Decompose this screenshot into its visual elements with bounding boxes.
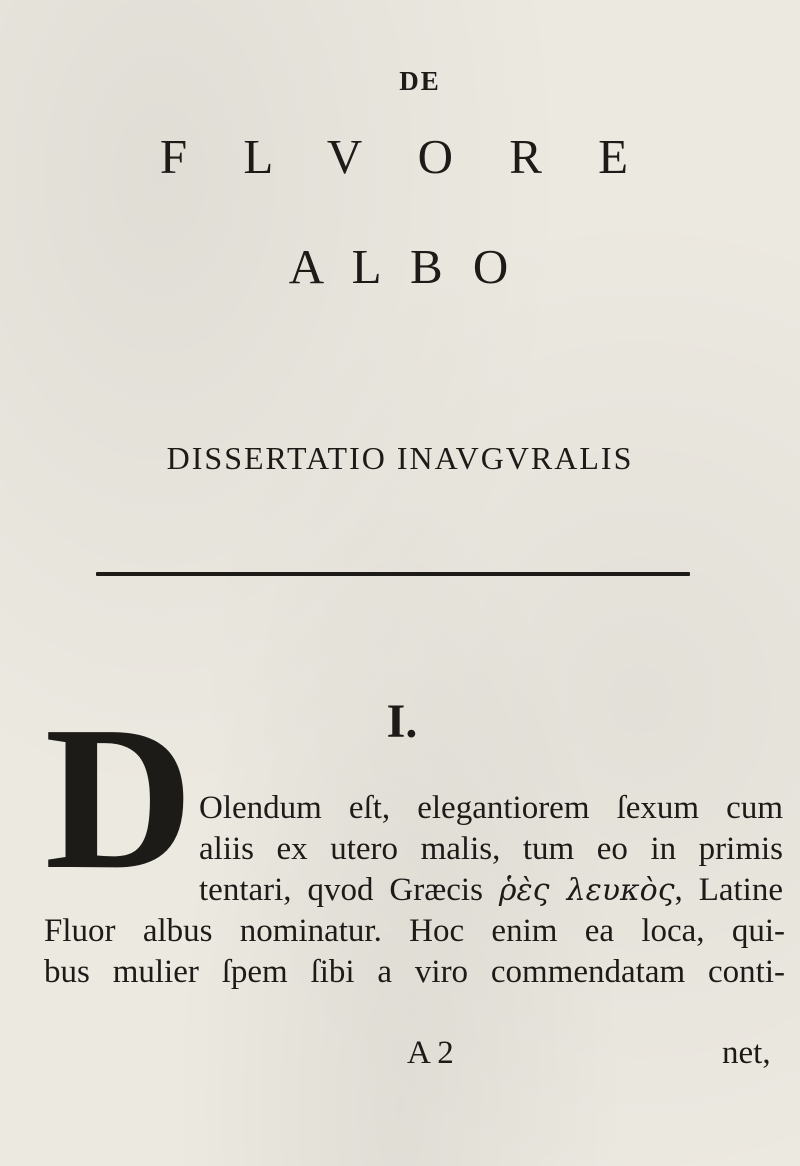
page-subtitle: A L B O [288, 239, 518, 294]
body-line-1: Olendum eſt, elegantiorem ſexum cum [199, 790, 783, 826]
greek-term: ῥὲς λευκὸς [498, 873, 675, 908]
body-line-3-text-a: tentari, qvod Græcis [199, 872, 499, 908]
title-preposition: DE [399, 66, 441, 96]
drop-cap: D [44, 723, 194, 873]
body-line-5: bus mulier ſpem ſibi a viro commendatam conti- [44, 954, 785, 990]
signature-mark: A 2 [407, 1035, 454, 1071]
body-line-3-text-b: , Latine [674, 872, 783, 908]
dissertation-heading: DISSERTATIO INAVGVRALIS [166, 440, 634, 476]
body-line-3 [199, 871, 783, 910]
catchword: net, [722, 1035, 771, 1071]
page-title: F L V O R E [159, 129, 651, 184]
horizontal-rule [96, 572, 690, 576]
section-number: I. [386, 695, 418, 748]
body-line-4: Fluor albus nominatur. Hoc enim ea loca, qui- [44, 913, 785, 949]
body-line-2: aliis ex utero malis, tum eo in primis [199, 831, 783, 867]
